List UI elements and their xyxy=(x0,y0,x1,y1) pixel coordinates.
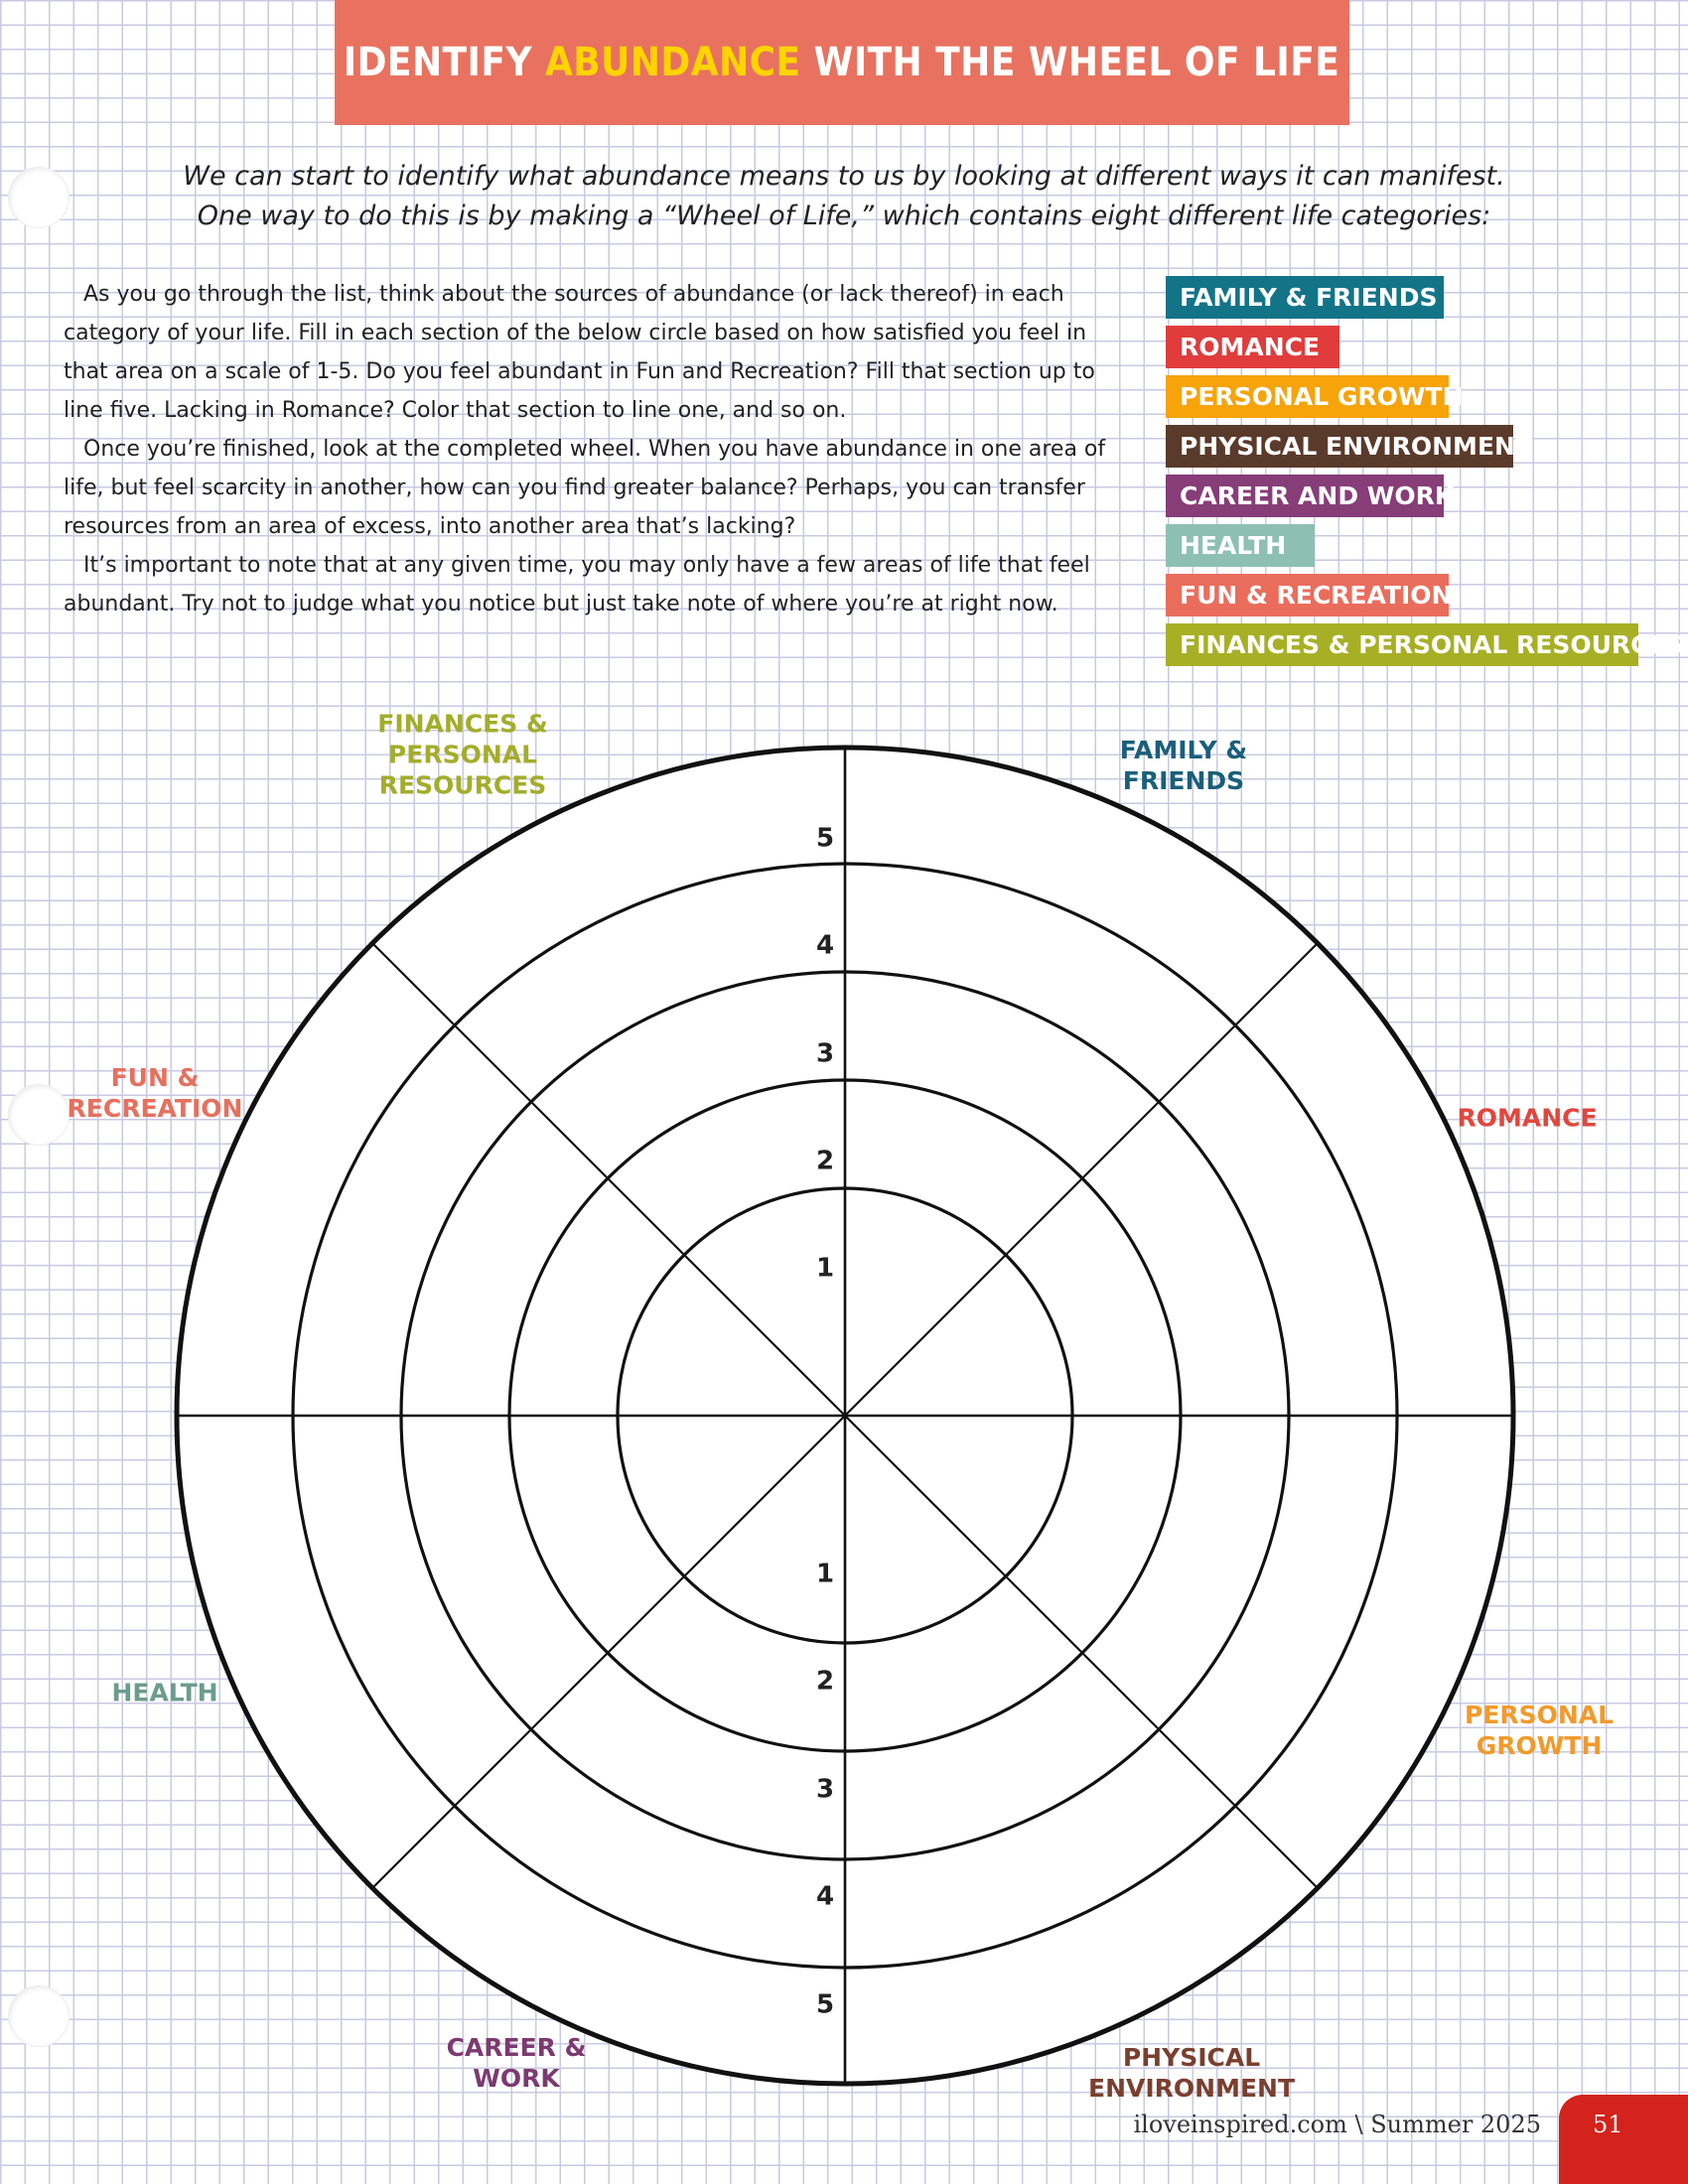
wheel-label-career-work: CAREER & WORK xyxy=(446,2033,587,2093)
instructions-paragraph-3: It’s important to note that at any given time, you may only have a few areas of life that feel abundant. Try not to judge what you notice but just take note of where you’re at right now. xyxy=(64,553,1090,616)
title-part-end: WITH THE WHEEL OF LIFE xyxy=(814,40,1340,85)
legend-tag-fun-recreation: FUN & RECREATION xyxy=(1166,574,1449,616)
scale-number-lower-2: 2 xyxy=(815,1666,835,1697)
page-number: 51 xyxy=(1593,2111,1623,2138)
legend-tag-family-friends: FAMILY & FRIENDS xyxy=(1166,276,1444,319)
wheel-label-physical-environment: PHYSICAL ENVIRONMENT xyxy=(1087,2043,1296,2103)
wheel-label-romance: ROMANCE xyxy=(1457,1103,1598,1133)
title-highlight-word: ABUNDANCE xyxy=(545,40,802,85)
intro-line-2: One way to do this is by making a “Wheel of Life,” which contains eight different life categories: xyxy=(197,201,1491,231)
scale-number-upper-4: 4 xyxy=(815,930,835,961)
scale-number-lower-3: 3 xyxy=(815,1774,835,1805)
scale-number-upper-1: 1 xyxy=(815,1253,835,1284)
scale-number-upper-5: 5 xyxy=(815,823,835,854)
wheel-label-family-friends: FAMILY & FRIENDS xyxy=(1119,736,1248,795)
scale-number-lower-4: 4 xyxy=(815,1881,835,1912)
legend-tag-finances-personal-resources: FINANCES & PERSONAL RESOURCES xyxy=(1166,623,1638,666)
scale-number-upper-3: 3 xyxy=(815,1038,835,1069)
title-part-start: IDENTIFY xyxy=(344,40,533,85)
instructions-paragraph-2: Once you’re finished, look at the completed wheel. When you have abundance in one area of life, but feel scarcity in another, how can you find greater balance? Perhaps, you can transfer resources from an area of excess, into another area that’s lacking? xyxy=(64,437,1106,539)
wheel-label-health: HEALTH xyxy=(111,1678,218,1707)
intro-line-1: We can start to identify what abundance means to us by looking at different ways it can manifest. xyxy=(183,161,1505,192)
legend-tag-romance: ROMANCE xyxy=(1166,326,1339,368)
legend-tag-career-and-work: CAREER AND WORK xyxy=(1166,475,1444,517)
footer-website: iloveinspired.com \ Summer 2025 xyxy=(1133,2111,1541,2138)
instructions-paragraph-1: As you go through the list, think about the sources of abundance (or lack thereof) in each category of your life. Fill in each section of the below circle based on how satisfied you feel in that area on a scale of 1-5. Do you feel abundant in Fun and Recreation? Fill that section up to line five. Lacking in Romance? Color that section to line one, and so on. xyxy=(64,282,1095,423)
legend-tag-personal-growth: PERSONAL GROWTH xyxy=(1166,375,1449,418)
page-number-tab xyxy=(1559,2095,1688,2184)
scale-number-lower-5: 5 xyxy=(815,1989,835,2020)
scale-number-lower-1: 1 xyxy=(815,1559,835,1589)
legend-tag-physical-environment: PHYSICAL ENVIRONMENT xyxy=(1166,425,1513,468)
legend-tag-health: HEALTH xyxy=(1166,524,1315,567)
scale-number-upper-2: 2 xyxy=(815,1146,835,1176)
wheel-label-personal-growth: PERSONAL GROWTH xyxy=(1464,1701,1615,1760)
wheel-label-finances-personal-resources: FINANCES & PERSONAL RESOURCES xyxy=(377,709,548,800)
wheel-label-fun-recreation: FUN & RECREATION xyxy=(67,1063,243,1123)
